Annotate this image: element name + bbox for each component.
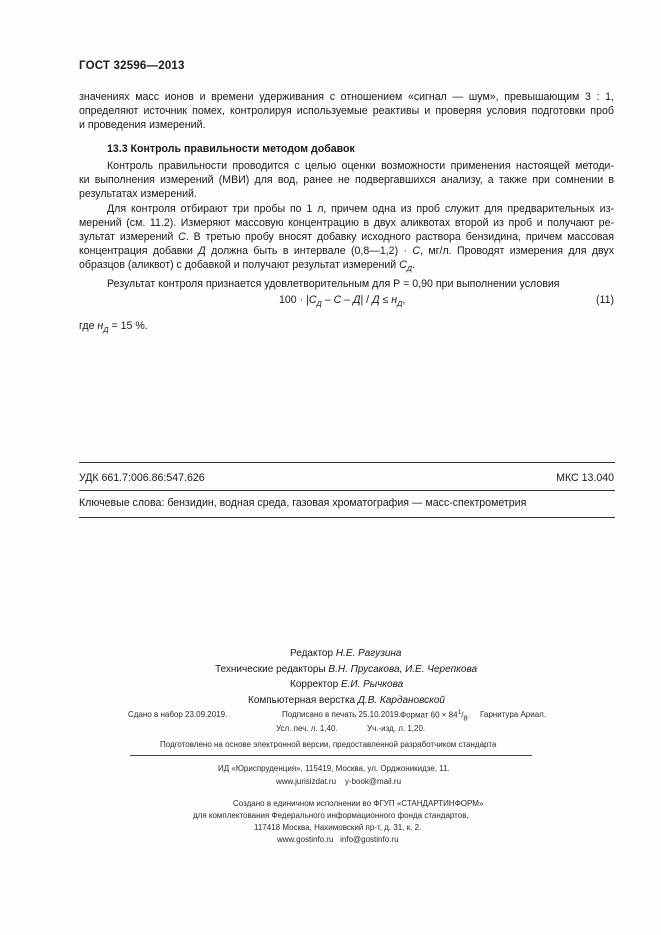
paragraph-3: Результат контроля признается удовлетворительным для Р = 0,90 при выполнении условия — [107, 277, 560, 290]
text-line: ки выполнения измерений (МВИ) для вод, ранее не подвергавшихся анализу, а также при сомнении в — [79, 174, 614, 187]
text-line: концентрация добавки Д должна быть в интервале (0,8—1,2) · С, мг/л. Проводят измерения для двух — [79, 245, 615, 258]
imprint-signed: Подписано в печать 25.10.2019. — [282, 710, 401, 719]
text-line: Контроль правильности проводится с целью оценки возможности применения настоящей методи- — [107, 160, 614, 172]
credit-corrector: Корректор Е.И. Рычкова — [290, 679, 404, 690]
credit-editor: Редактор Н.Е. Рагузина — [290, 648, 402, 659]
publisher-site-link[interactable]: www.jurisizdat.ru — [276, 777, 337, 786]
page-header-standard-code: ГОСТ 32596—2013 — [79, 60, 185, 72]
imprint-submitted: Сдано в набор 23.09.2019. — [128, 710, 228, 719]
formula-explanation: где $н_Д = 15$ %. — [79, 320, 148, 335]
text-line: определяют источник помех, контролируя используемые реактивы и проверяя условия подготовки проб — [79, 105, 614, 118]
text-line: значениях масс ионов и времени удерживания с отношением «сигнал — шум», превышающим 3 : 1, — [79, 91, 614, 103]
text-line: Для контроля отбирают три пробы по 1 л, причем одна из проб служит для предварительных из- — [107, 202, 614, 215]
formula: $100 \cdot |С_Д - С - Д| / Д \le н_Д$, — [279, 294, 406, 309]
publisher-email-link[interactable]: y-book@mail.ru — [344, 777, 402, 786]
section-title: 13.3 Контроль правильности методом добавок — [107, 143, 355, 155]
gostinfo-site-link[interactable]: www.gostinfo.ru — [277, 835, 334, 844]
imprint-prepared: Подготовлено на основе электронной версии, предоставленной разработчиком стандарта — [160, 740, 497, 749]
text-line: мерений (см. 11.2). Измеряют массовую концентрацию в двух аликвотах второй из проб и получают ре- — [79, 216, 614, 229]
mks-code: МКС 13.040 — [556, 472, 614, 484]
gostinfo-email-link[interactable]: info@gostinfo.ru — [340, 835, 399, 844]
udk-code: УДК 661.7:006.86:547.626 — [79, 472, 205, 484]
imprint-format: Формат $60 \times 84^1/_8$. — [400, 709, 470, 723]
imprint-print-sheets: Усл. печ. л. 1,40. — [276, 724, 338, 733]
formula-number: (11) — [595, 294, 614, 306]
made-contacts — [277, 835, 399, 844]
divider-line — [130, 755, 532, 756]
text-line: зультат измерений С. В третью пробу вносят добавку исходного раствора бензидина, причем массовая — [79, 231, 614, 244]
text-line: образцов (аликвот) с добавкой и получают результат измерений $С_Д$. — [79, 259, 416, 274]
credit-tech-editors: Технические редакторы В.Н. Прусакова, И.Е. Черепкова — [215, 663, 478, 675]
made-line-2: для комплектования Федерального информационного фонда стандартов, — [193, 811, 469, 820]
credit-layout: Компьютерная верстка Д.В. Кардановской — [248, 694, 445, 706]
imprint-pub-sheets: Уч.-изд. л. 1,20. — [367, 724, 426, 733]
made-line-3: 117418 Москва, Нахимовский пр-т, д. 31, к. 2. — [254, 823, 422, 832]
keywords: Ключевые слова: бензидин, водная среда, газовая хроматография — масс-спектрометрия — [79, 497, 527, 509]
publisher-contacts — [276, 777, 401, 786]
imprint-typeface: Гарнитура Ариал. — [480, 710, 547, 719]
made-line-1: Создано в единичном исполнении во ФГУП «СТАНДАРТИНФОРМ» — [233, 799, 484, 808]
publisher-address: ИД «Юриспруденция», 115419, Москва, ул. Орджоникидзе, 11. — [218, 764, 450, 773]
text-line: и проведения измерений. — [79, 119, 206, 132]
text-line: результатах измерений. — [79, 188, 197, 201]
